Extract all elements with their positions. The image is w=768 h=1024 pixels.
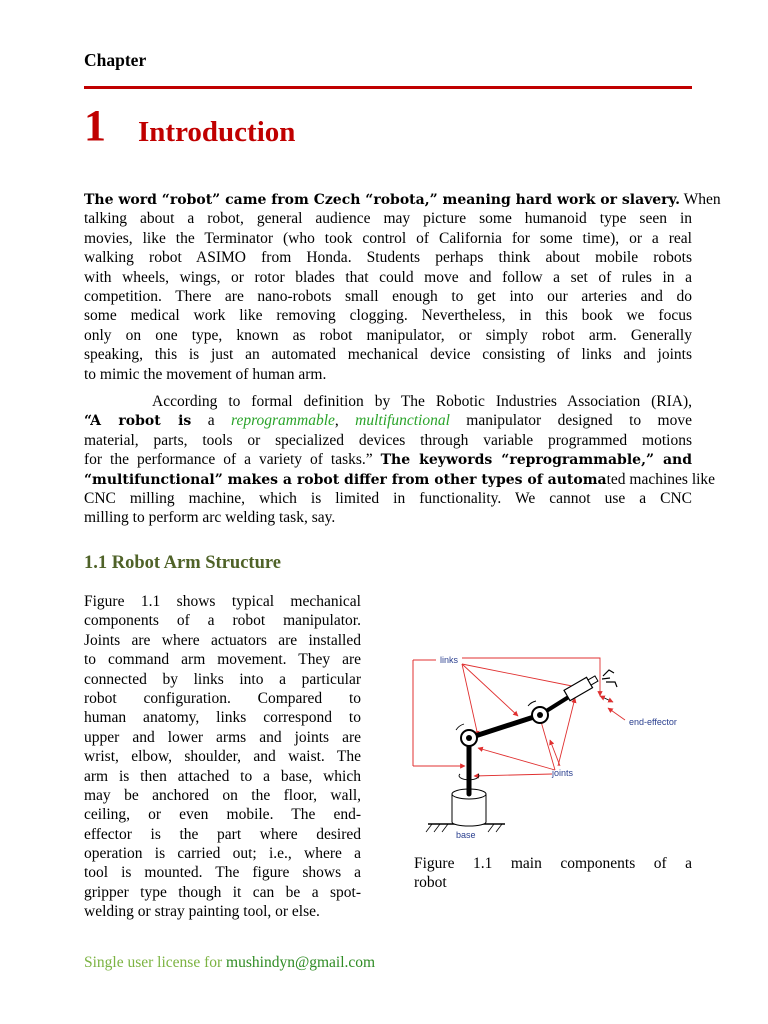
- label-base: base: [456, 830, 476, 840]
- caption-line: Figure 1.1 main components of a: [414, 855, 692, 872]
- figure-caption: [414, 854, 692, 893]
- section-line: to command arm movement. They are: [84, 651, 361, 669]
- intro-line: milling to perform arc welding task, say.: [84, 509, 336, 527]
- section-line: gripper type though it can be a spot-: [84, 883, 361, 901]
- intro-line: material, parts, tools or specialized devices through variable programmed motions: [84, 431, 692, 449]
- bold-sentence: The word “robot” came from Czech “robota,” meaning hard work or slavery.: [84, 192, 680, 208]
- section-paragraph: [84, 592, 361, 922]
- section-line: may be anchored on the floor, wall,: [84, 786, 361, 804]
- section-line: connected by links into a particular: [84, 670, 361, 688]
- intro-line: talking about a robot, general audience may picture some humanoid type seen in: [84, 210, 692, 228]
- section-title: 1.1 Robot Arm Structure: [84, 553, 281, 573]
- section-line: robot configuration. Compared to: [84, 689, 361, 707]
- bold-run: “multifunctional” makes a robot differ from other types of automa: [84, 471, 607, 488]
- intro-line: [84, 190, 721, 209]
- license-email: mushindyn@gmail.com: [226, 954, 376, 971]
- intro-line: CNC milling machine, which is limited in functionality. We cannot use a CNC: [84, 489, 692, 507]
- gripper-end-effector: [602, 670, 617, 687]
- chapter-divider: [84, 86, 692, 89]
- intro-paragraph-1: [84, 190, 721, 384]
- section-line: upper and lower arms and joints are: [84, 728, 361, 746]
- gripper-motion-arrow: [600, 696, 613, 702]
- intro-line: walking robot ASIMO from Honda. Students perhaps think about mobile robots: [84, 249, 692, 267]
- text-run: ted machines like: [606, 470, 716, 488]
- intro-line: speaking, this is just an automated mechanical device consisting of links and joints: [84, 346, 692, 364]
- caption-line: robot: [414, 874, 447, 892]
- intro-line: According to formal definition by The Robotic Industries Association (RIA),: [152, 393, 692, 410]
- chapter-label: Chapter: [84, 50, 147, 70]
- section-line: operation is carried out; i.e., where a: [84, 845, 361, 863]
- keyword-multifunctional: multifunctional: [355, 412, 450, 430]
- text-run: ,: [334, 412, 356, 430]
- label-end-effector: end-effector: [629, 717, 677, 727]
- keyword-reprogrammable: reprogrammable: [230, 412, 335, 430]
- section-line: Figure 1.1 shows typical mechanical: [84, 593, 361, 610]
- section-line: ceiling, or even mobile. The end-: [84, 806, 361, 824]
- bold-run: “A robot is: [84, 413, 192, 430]
- text-run: a: [191, 412, 231, 430]
- bold-run: The keywords “reprogrammable,” and: [380, 452, 693, 469]
- robot-links: [469, 693, 575, 794]
- intro-line: [84, 411, 692, 430]
- intro-line: [84, 450, 692, 469]
- intro-paragraph-2: [84, 392, 716, 528]
- robot-wrist: [564, 673, 599, 700]
- section-line: welding or stray painting tool, or else.: [84, 903, 320, 921]
- section-line: components of a robot manipulator.: [84, 612, 361, 630]
- text-run: for the performance of a variety of tasks.”: [84, 451, 381, 469]
- link-arrows: [462, 658, 625, 736]
- section-line: human anatomy, links correspond to: [84, 709, 361, 727]
- section-line: arm is then attached to a base, which: [84, 767, 361, 785]
- label-joints: joints: [552, 768, 574, 778]
- section-line: tool is mounted. The figure shows a: [84, 864, 361, 882]
- intro-line: some medical work like removing clogging. Nevertheless, in this book we focus: [84, 307, 692, 325]
- license-text: Single user license for: [84, 954, 227, 971]
- chapter-title: Introduction: [138, 116, 296, 148]
- intro-line: movies, like the Terminator (who took control of California for some time), or a real: [84, 229, 692, 247]
- intro-line: competition. There are nano-robots small enough to get into our arteries and do: [84, 287, 692, 305]
- intro-line: with wheels, wings, or rotor blades that could move and follow a set of rules in a: [84, 268, 692, 286]
- figure-border-lines: [413, 660, 436, 766]
- label-links: links: [440, 655, 459, 665]
- text-run: When: [679, 191, 721, 208]
- text-run: manipulator designed to move: [449, 412, 692, 430]
- license-footer: [84, 954, 375, 972]
- robot-arm-figure: [410, 648, 698, 844]
- section-line: Joints are where actuators are installed: [84, 631, 361, 649]
- intro-line: only on one type, known as robot manipulator, or simply robot arm. Generally: [84, 326, 692, 344]
- chapter-number: 1: [84, 101, 106, 150]
- section-line: wrist, elbow, shoulder, and waist. The: [84, 748, 361, 766]
- section-line: effector is the part where desired: [84, 825, 361, 843]
- robot-base: [426, 789, 505, 832]
- intro-line: [84, 470, 716, 489]
- intro-line: to mimic the movement of human arm.: [84, 365, 327, 383]
